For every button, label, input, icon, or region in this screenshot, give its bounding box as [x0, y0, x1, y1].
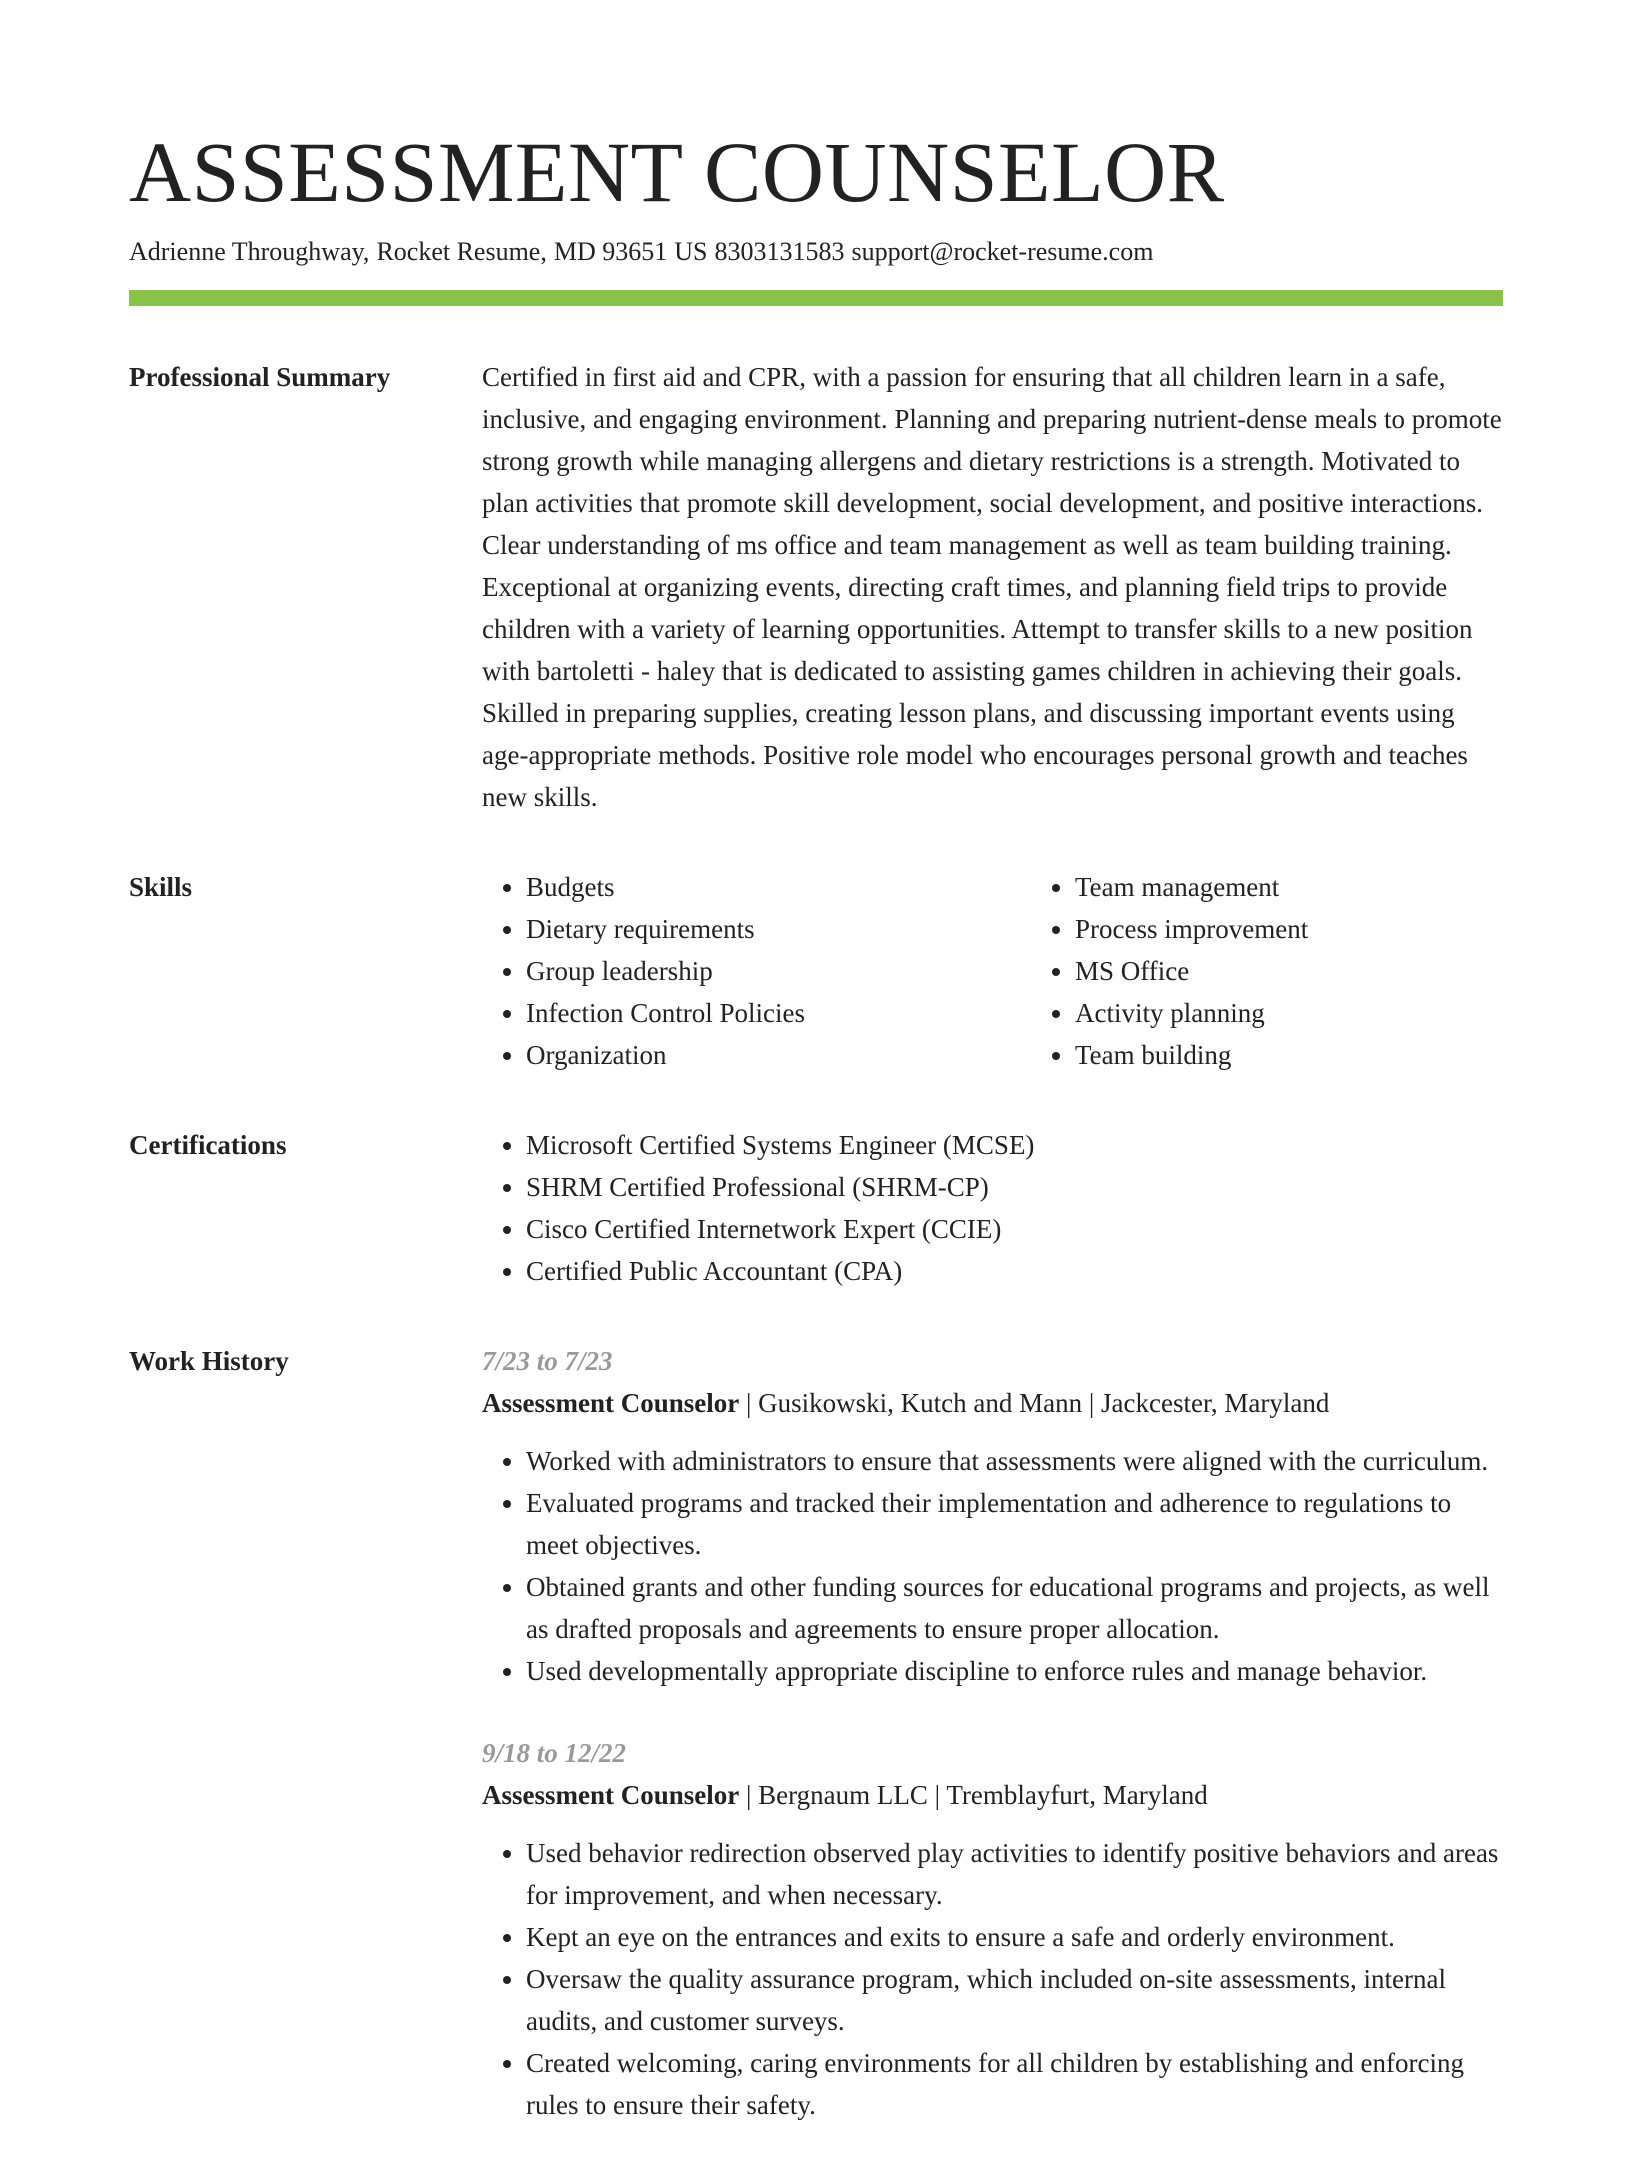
contact-country: US: [674, 237, 708, 266]
certification-item: • SHRM Certified Professional (SHRM-CP): [526, 1166, 1503, 1208]
summary-section: [129, 356, 1503, 818]
contact-name: Adrienne Throughway,: [129, 237, 370, 266]
certification-item: • Microsoft Certified Systems Engineer (MCSE): [526, 1124, 1503, 1166]
job-entry: [482, 1340, 1503, 1692]
skill-item: • Budgets: [526, 866, 1031, 908]
certification-item: • Cisco Certified Internetwork Expert (CCIE): [526, 1208, 1503, 1250]
skills-list-left: [482, 866, 1031, 1076]
job-title-line: [482, 1774, 1503, 1816]
certification-item: • Certified Public Accountant (CPA): [526, 1250, 1503, 1292]
skills-list-right: [1031, 866, 1580, 1076]
job-role: Assessment Counselor: [482, 1388, 740, 1418]
contact-state-zip: MD 93651: [553, 237, 668, 266]
skill-item: • Dietary requirements: [526, 908, 1031, 950]
skill-item: • Team management: [1075, 866, 1580, 908]
contact-phone: 8303131583: [714, 237, 845, 266]
contact-company: Rocket Resume,: [376, 237, 547, 266]
skill-item: • Group leadership: [526, 950, 1031, 992]
job-role: Assessment Counselor: [482, 1780, 740, 1810]
skill-item: • MS Office: [1075, 950, 1580, 992]
job-bullet: • Evaluated programs and tracked their implementation and adherence to regulations to meet objectives.: [526, 1482, 1503, 1566]
job-bullet: • Kept an eye on the entrances and exits to ensure a safe and orderly environment.: [526, 1916, 1503, 1958]
skill-item: • Team building: [1075, 1034, 1580, 1076]
job-entry: [482, 1732, 1503, 2126]
job-title-line: [482, 1382, 1503, 1424]
job-bullets: [482, 1440, 1503, 1692]
skill-item: • Organization: [526, 1034, 1031, 1076]
certifications-heading: Certifications: [129, 1130, 287, 1160]
page-title: ASSESSMENT COUNSELOR: [129, 124, 1225, 220]
job-bullet: • Obtained grants and other funding sources for educational programs and projects, as well as drafted proposals and agreements to ensure proper allocation.: [526, 1566, 1503, 1650]
job-bullet: • Oversaw the quality assurance program, which included on-site assessments, internal audits, and customer surveys.: [526, 1958, 1503, 2042]
certifications-section: [129, 1124, 1503, 1292]
header-divider: [129, 290, 1503, 306]
skill-item: • Process improvement: [1075, 908, 1580, 950]
job-dates: 9/18 to 12/22: [482, 1738, 627, 1768]
contact-line: [129, 234, 1503, 270]
skills-section: [129, 866, 1503, 1076]
work-history-section: [129, 1340, 1503, 2166]
certifications-list: [482, 1124, 1503, 1292]
job-bullet: • Worked with administrators to ensure that assessments were aligned with the curriculum.: [526, 1440, 1503, 1482]
skill-item: • Infection Control Policies: [526, 992, 1031, 1034]
job-bullet: • Created welcoming, caring environments for all children by establishing and enforcing rules to ensure their safety.: [526, 2042, 1503, 2126]
job-bullet: • Used developmentally appropriate discipline to enforce rules and manage behavior.: [526, 1650, 1503, 1692]
work-history-heading: Work History: [129, 1346, 289, 1376]
job-bullet: • Used behavior redirection observed play activities to identify positive behaviors and areas for improvement, and when necessary.: [526, 1832, 1503, 1916]
contact-email: support@rocket-resume.com: [851, 237, 1154, 266]
job-bullets: [482, 1832, 1503, 2126]
summary-text: Certified in first aid and CPR, with a passion for ensuring that all children learn in a safe, inclusive, and engaging environment. Planning and preparing nutrient-dense meals to promote strong growth while managing allergens and dietary restrictions is a strength. Motivated to plan activities that promote skill development, social development, and positive interactions. Clear understanding of ms office and team management as well as team building training. Exceptional at organizing events, directing craft times, and planning field trips to provide children with a variety of learning opportunities. Attempt to transfer skills to a new position with bartoletti - haley that is dedicated to assisting games children in achieving their goals. Skilled in preparing supplies, creating lesson plans, and discussing important events using age-appropriate methods. Positive role model who encourages personal growth and teaches new skills.: [482, 362, 1502, 812]
skill-item: • Activity planning: [1075, 992, 1580, 1034]
skills-heading: Skills: [129, 872, 193, 902]
job-dates: 7/23 to 7/23: [482, 1346, 613, 1376]
job-details: | Gusikowski, Kutch and Mann | Jackcester, Maryland: [739, 1388, 1330, 1418]
job-details: | Bergnaum LLC | Tremblayfurt, Maryland: [739, 1780, 1208, 1810]
summary-heading: Professional Summary: [129, 362, 391, 392]
